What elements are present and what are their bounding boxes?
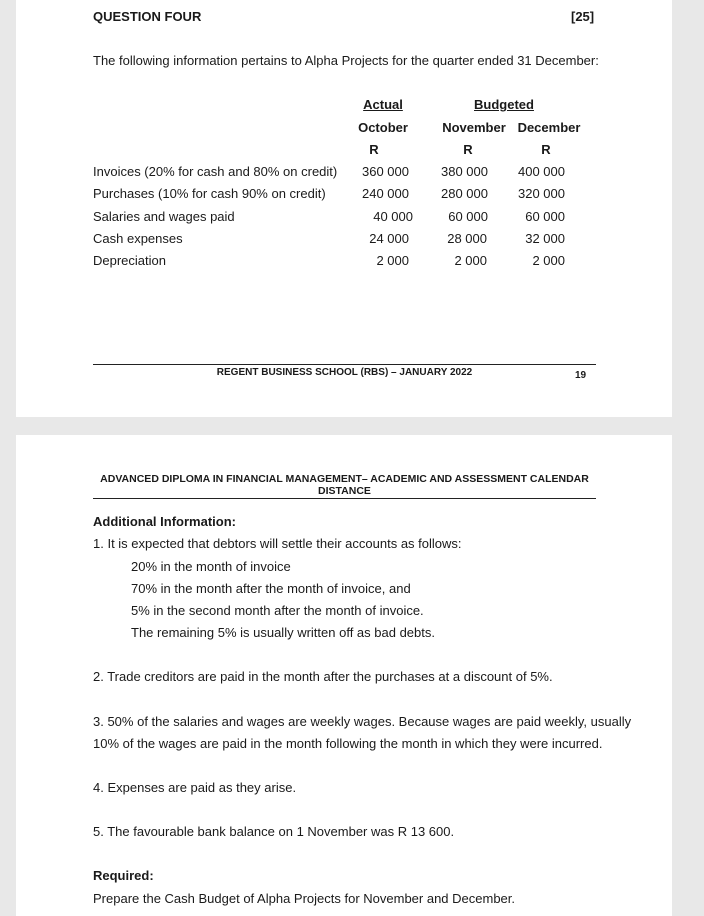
header-month-december: December <box>517 120 581 135</box>
question-title: QUESTION FOUR <box>93 9 202 24</box>
cell-depreciation-december: 2 000 <box>532 253 565 268</box>
page-header-line-2: DISTANCE <box>318 485 371 497</box>
row-label-depreciation: Depreciation <box>93 253 166 268</box>
intro-text: The following information pertains to Alpha Projects for the quarter ended 31 December: <box>93 53 599 68</box>
header-currency-november: R <box>463 142 473 157</box>
cell-depreciation-november: 2 000 <box>454 253 487 268</box>
header-actual: Actual <box>363 97 403 112</box>
footer-text: REGENT BUSINESS SCHOOL (RBS) – JANUARY 2022 <box>216 367 473 378</box>
page-header <box>93 473 596 497</box>
header-currency-october: R <box>369 142 379 157</box>
info-item-2: 2. Trade creditors are paid in the month after the purchases at a discount of 5%. <box>93 669 553 684</box>
cell-purchases-november: 280 000 <box>441 186 488 201</box>
cell-salaries-december: 60 000 <box>525 209 565 224</box>
header-currency-december: R <box>541 142 551 157</box>
cell-salaries-november: 60 000 <box>448 209 488 224</box>
additional-info-title: Additional Information: <box>93 514 236 529</box>
info-item-3-line-1: 3. 50% of the salaries and wages are weekly wages. Because wages are paid weekly, usually <box>93 714 632 729</box>
info-item-4: 4. Expenses are paid as they arise. <box>93 780 297 795</box>
info-item-1-sub-2: 70% in the month after the month of invoice, and <box>131 581 411 596</box>
cell-invoices-december: 400 000 <box>518 164 565 179</box>
cell-invoices-october: 360 000 <box>362 164 409 179</box>
info-item-1-sub-3: 5% in the second month after the month of invoice. <box>131 603 424 618</box>
footer-rule <box>93 364 596 365</box>
header-month-october: October <box>358 120 408 135</box>
row-label-cash-expenses: Cash expenses <box>93 231 183 246</box>
required-title: Required: <box>93 868 154 883</box>
cell-purchases-december: 320 000 <box>518 186 565 201</box>
info-item-1: 1. It is expected that debtors will settle their accounts as follows: <box>93 536 462 551</box>
page-header-line-1: ADVANCED DIPLOMA IN FINANCIAL MANAGEMENT– ACADEMIC AND ASSESSMENT CALENDAR <box>100 473 589 485</box>
info-item-1-sub-1: 20% in the month of invoice <box>131 559 291 574</box>
row-label-invoices: Invoices (20% for cash and 80% on credit) <box>93 164 338 179</box>
document-page-1 <box>16 0 672 417</box>
header-budgeted: Budgeted <box>474 97 534 112</box>
cell-cash-expenses-november: 28 000 <box>447 231 487 246</box>
info-item-5: 5. The favourable bank balance on 1 November was R 13 600. <box>93 824 455 839</box>
cell-salaries-october: 40 000 <box>373 209 413 224</box>
cell-cash-expenses-october: 24 000 <box>369 231 409 246</box>
cell-purchases-october: 240 000 <box>362 186 409 201</box>
cell-invoices-november: 380 000 <box>441 164 488 179</box>
header-rule <box>93 498 596 499</box>
info-item-1-sub-4: The remaining 5% is usually written off as bad debts. <box>131 625 435 640</box>
info-item-3-line-2: 10% of the wages are paid in the month following the month in which they were incurred. <box>93 736 603 751</box>
document-page-2 <box>16 435 672 916</box>
row-label-purchases: Purchases (10% for cash 90% on credit) <box>93 186 326 201</box>
row-label-salaries: Salaries and wages paid <box>93 209 235 224</box>
cell-depreciation-october: 2 000 <box>376 253 409 268</box>
page-number: 19 <box>575 370 587 381</box>
header-month-november: November <box>442 120 506 135</box>
cell-cash-expenses-december: 32 000 <box>525 231 565 246</box>
required-text: Prepare the Cash Budget of Alpha Projects for November and December. <box>93 891 516 906</box>
question-marks: [25] <box>571 9 595 24</box>
